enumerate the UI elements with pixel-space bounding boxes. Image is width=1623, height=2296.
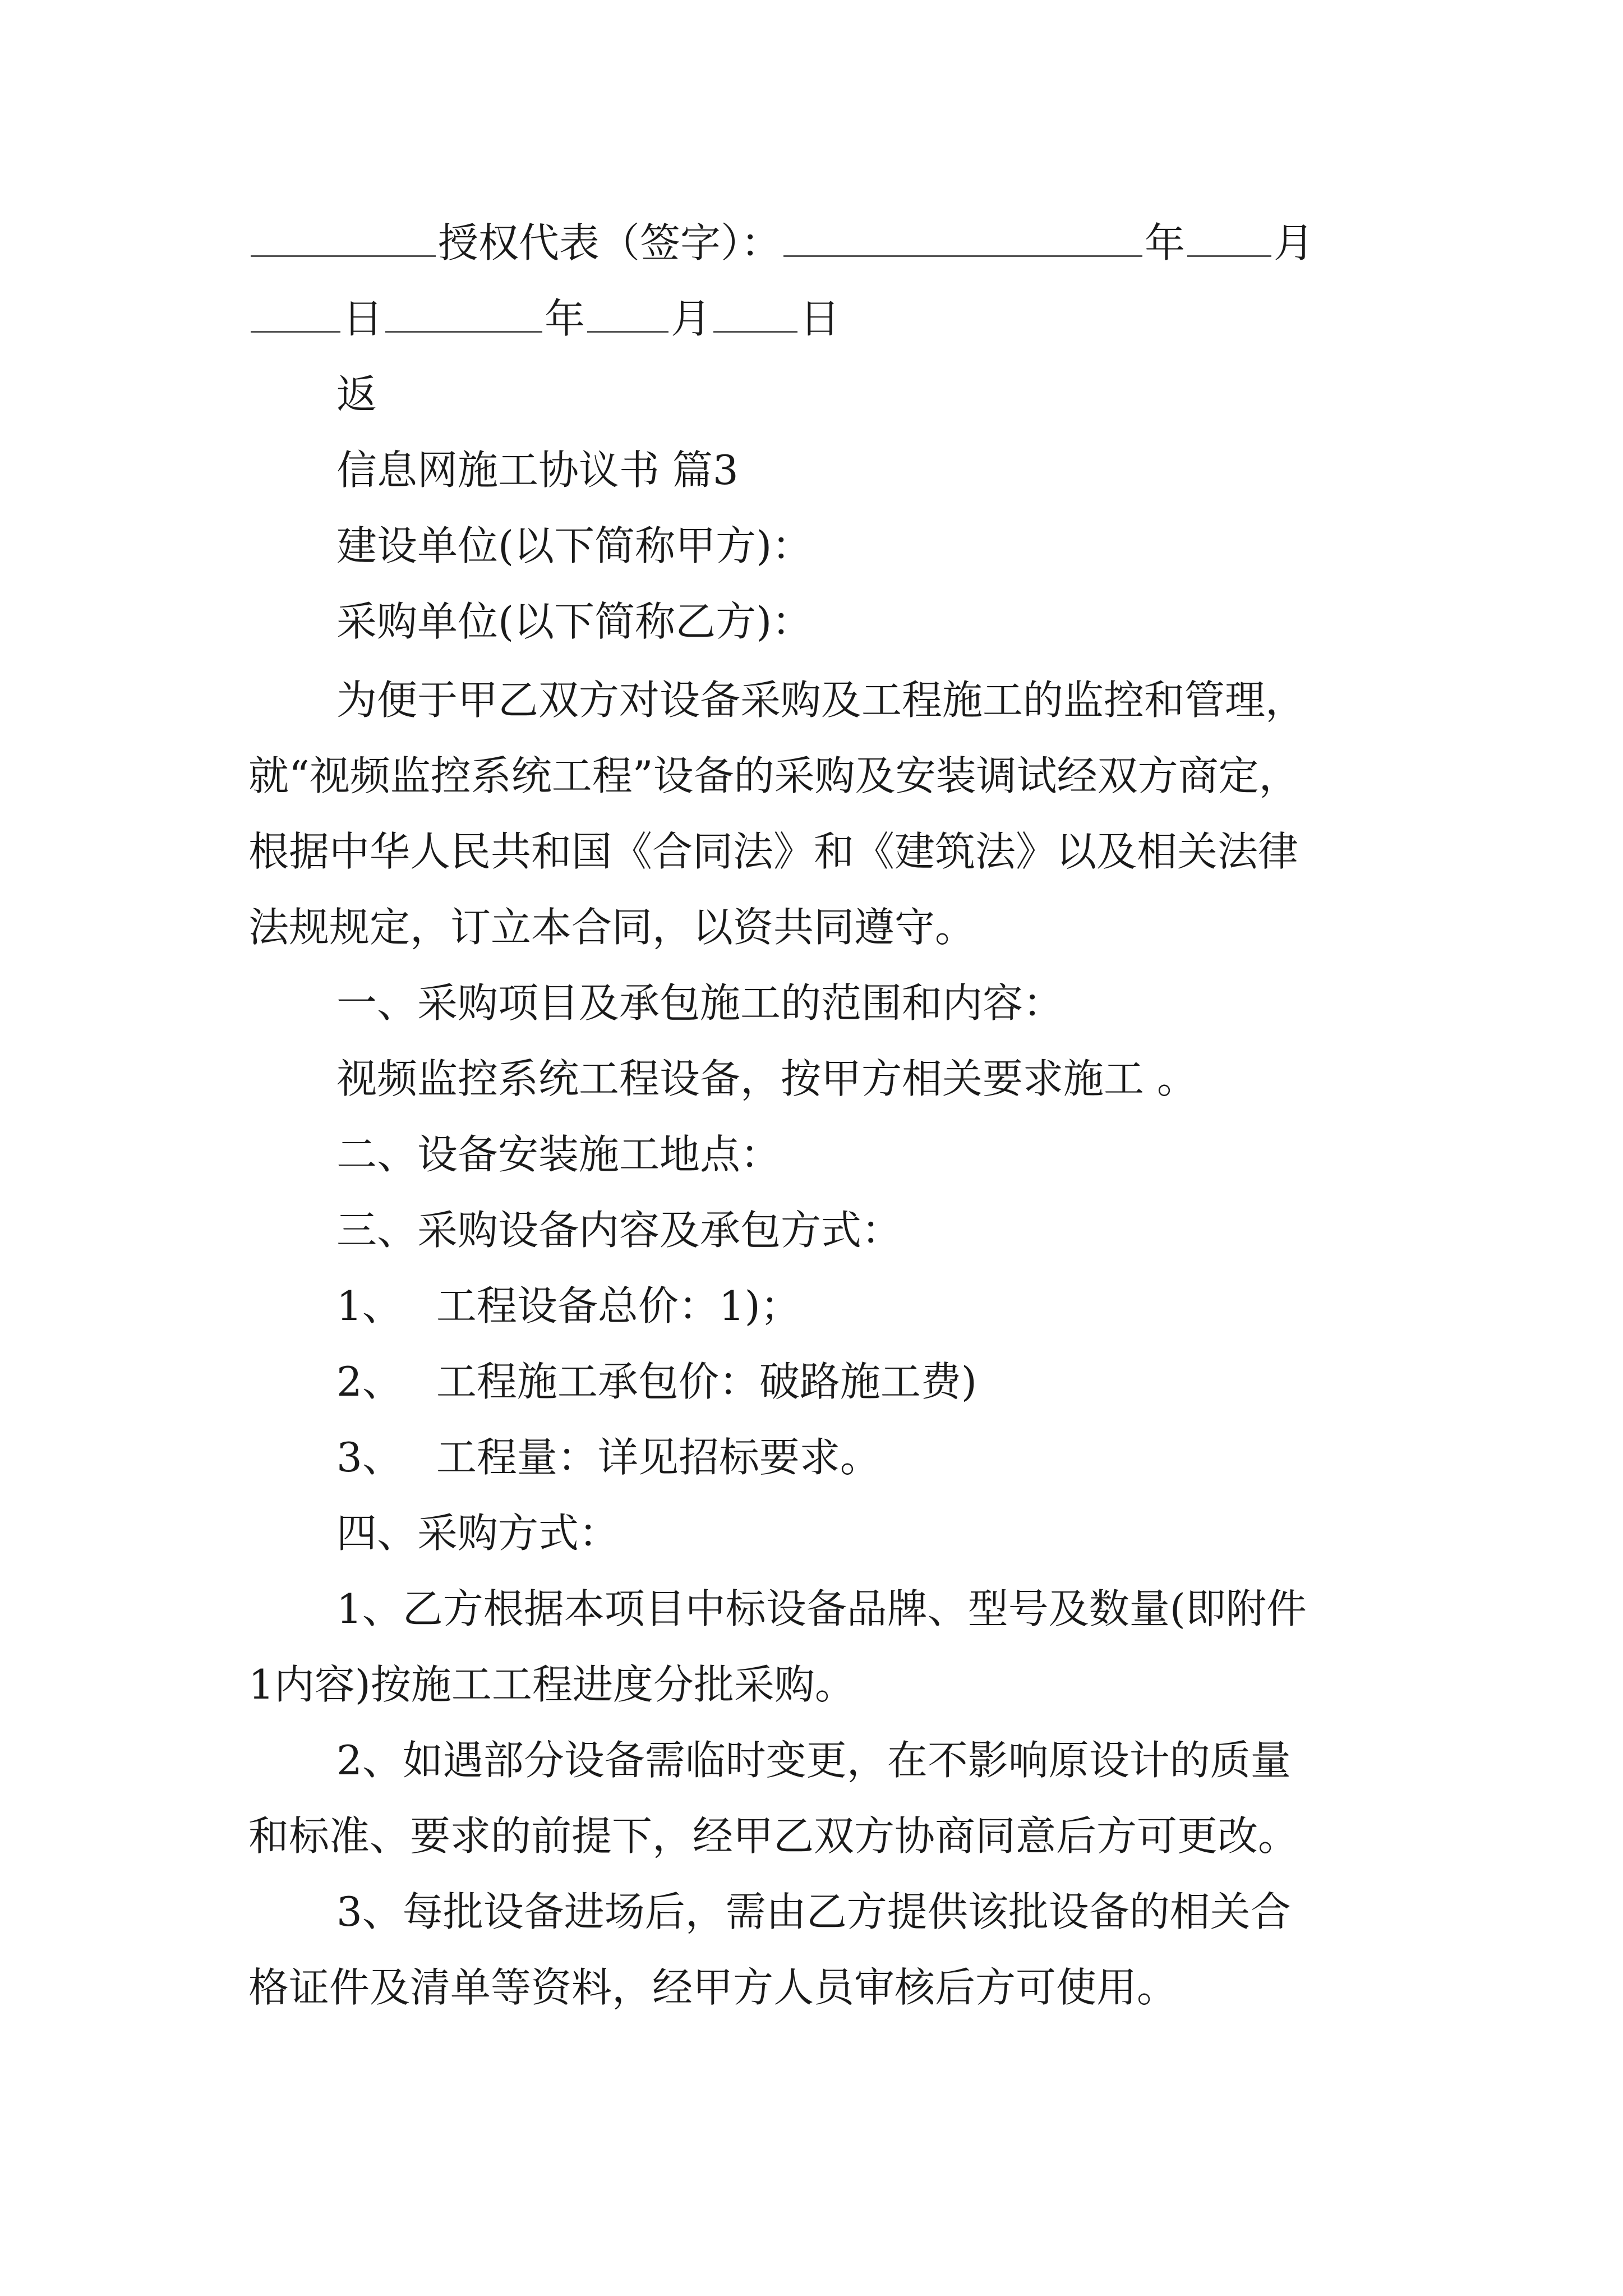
label-day-2: 日 bbox=[800, 295, 841, 342]
clause-4-p2-line-1: 2、如遇部分设备需临时变更，在不影响原设计的质量 bbox=[336, 1737, 1291, 1784]
clause-1-heading: 一、采购项目及承包施工的范围和内容： bbox=[336, 979, 1064, 1027]
preamble-line-1: 为便于甲乙双方对设备采购及工程施工的监控和管理， bbox=[336, 677, 1306, 724]
blank-party-name bbox=[251, 222, 436, 257]
item-text: 工程施工承包价：破路施工费) bbox=[436, 1358, 977, 1405]
signature-line-1 bbox=[248, 216, 1393, 270]
clause-1-body: 视频监控系统工程设备，按甲方相关要求施工 。 bbox=[336, 1055, 1197, 1102]
clause-4-p3-line-2: 格证件及清单等资料，经甲方人员审核后方可使用。 bbox=[248, 1964, 1178, 2011]
blank-month-2 bbox=[587, 297, 668, 333]
blank-day bbox=[251, 297, 340, 333]
label-month: 月 bbox=[1274, 219, 1315, 266]
item-number: 3、 bbox=[336, 1434, 403, 1481]
label-day: 日 bbox=[343, 295, 384, 342]
item-text: 工程设备总价：1)； bbox=[436, 1282, 801, 1329]
blank-year-2 bbox=[385, 297, 542, 333]
party-b-line: 采购单位(以下简称乙方)： bbox=[336, 598, 813, 645]
item-number: 2、 bbox=[336, 1358, 403, 1405]
clause-3-item-1 bbox=[336, 1279, 1402, 1333]
clause-3-heading: 三、采购设备内容及承包方式： bbox=[336, 1207, 902, 1254]
label-year-2: 年 bbox=[545, 295, 585, 342]
return-text: 返 bbox=[336, 371, 377, 418]
clause-2-heading: 二、设备安装施工地点： bbox=[336, 1131, 781, 1178]
blank-signature bbox=[783, 222, 1142, 257]
clause-4-p1-line-1: 1、乙方根据本项目中标设备品牌、型号及数量(即附件 bbox=[336, 1585, 1307, 1632]
item-text: 工程量：详见招标要求。 bbox=[436, 1434, 880, 1481]
label-year: 年 bbox=[1145, 219, 1186, 266]
clause-4-p2-line-2: 和标准、要求的前提下，经甲乙双方协商同意后方可更改。 bbox=[248, 1812, 1299, 1860]
label-authorized-rep: 授权代表（签字）： bbox=[438, 219, 782, 266]
section-title: 信息网施工协议书 篇3 bbox=[336, 447, 739, 494]
party-a-line: 建设单位(以下简称甲方)： bbox=[336, 522, 813, 569]
blank-day-2 bbox=[713, 297, 797, 333]
preamble-line-4: 法规规定，订立本合同，以资共同遵守。 bbox=[248, 904, 976, 951]
preamble-line-2: 就“视频监控系统工程”设备的采购及安装调试经双方商定， bbox=[248, 752, 1299, 799]
label-month-2: 月 bbox=[671, 295, 712, 342]
blank-month bbox=[1187, 222, 1271, 257]
clause-4-p1-line-2: 1内容)按施工工程进度分批采购。 bbox=[248, 1661, 855, 1708]
signature-line-2 bbox=[248, 292, 1393, 346]
clause-3-item-2 bbox=[336, 1355, 1402, 1409]
preamble-line-3: 根据中华人民共和国《合同法》和《建筑法》以及相关法律 bbox=[248, 828, 1299, 875]
clause-4-p3-line-1: 3、每批设备进场后，需由乙方提供该批设备的相关合 bbox=[336, 1888, 1291, 1935]
item-number: 1、 bbox=[336, 1282, 403, 1329]
clause-3-item-3 bbox=[336, 1430, 1402, 1484]
clause-4-heading: 四、采购方式： bbox=[336, 1510, 620, 1557]
